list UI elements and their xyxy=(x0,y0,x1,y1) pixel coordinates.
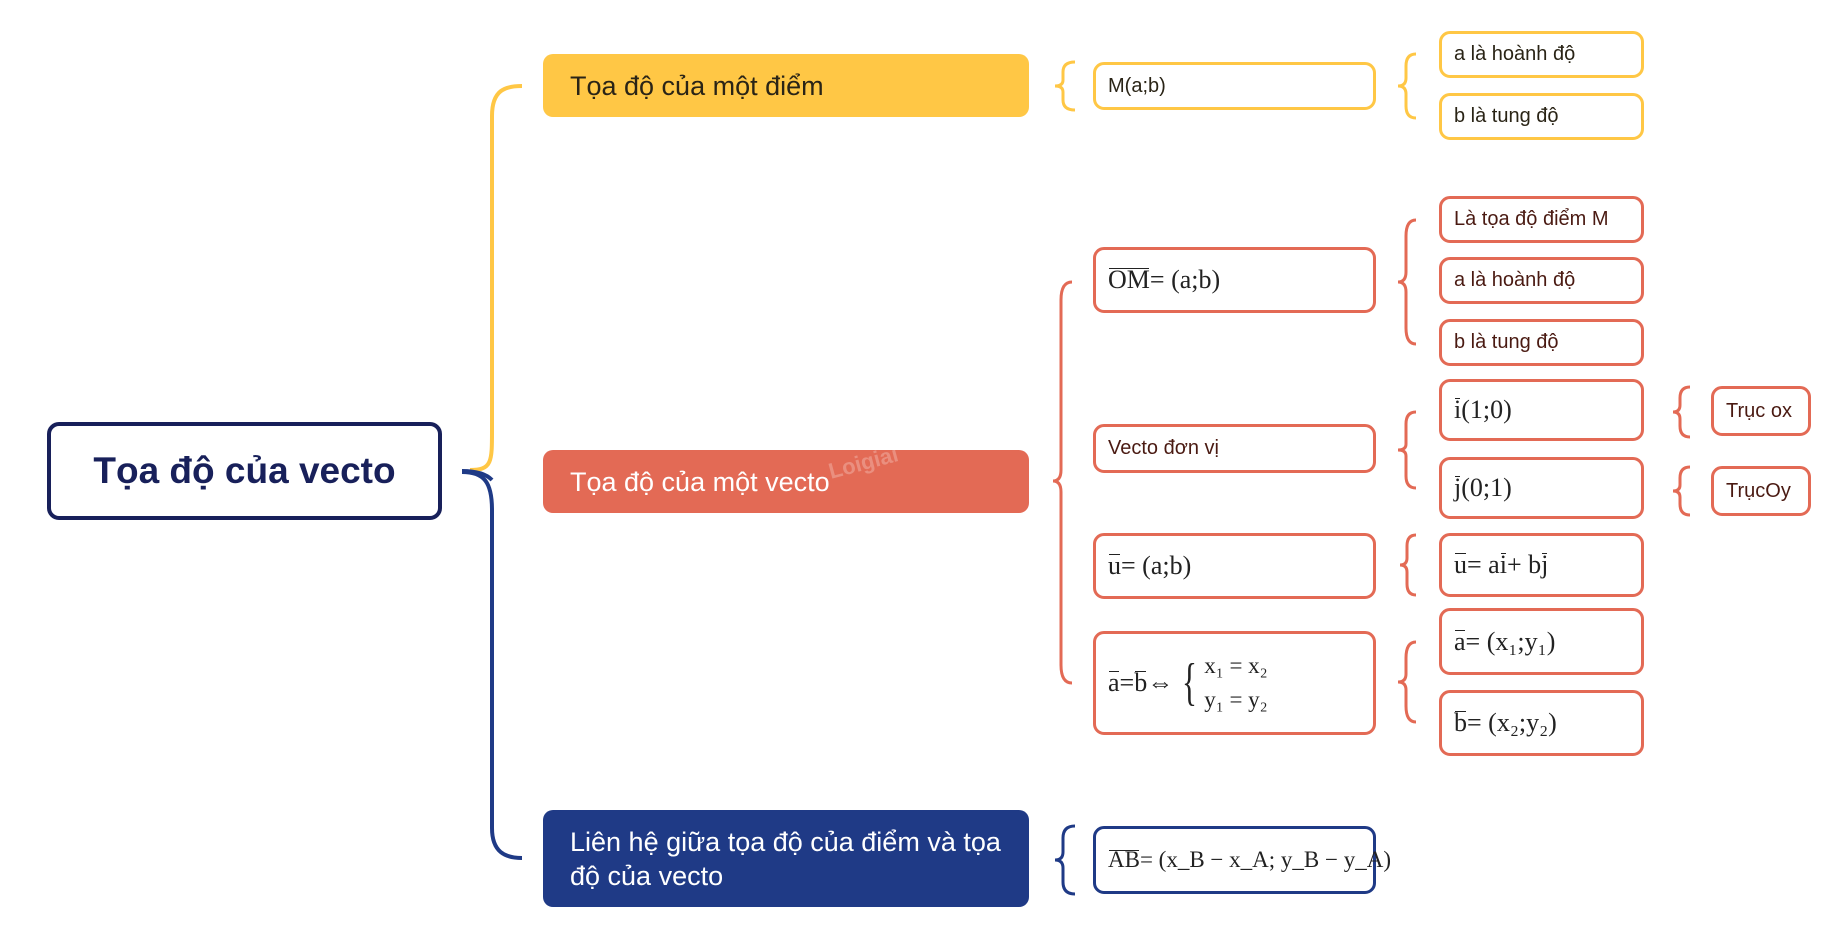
equality-b-symbol: b xyxy=(1134,668,1148,697)
node-u-formula[interactable] xyxy=(1093,533,1376,599)
u-expand-eq: = a xyxy=(1467,550,1500,579)
vector-ab-symbol: AB xyxy=(1108,847,1140,872)
node-om-detail-point[interactable] xyxy=(1439,196,1644,243)
branch-point-label: Tọa độ của một điểm xyxy=(570,70,824,101)
branch-vector-label: Tọa độ của một vecto xyxy=(570,466,830,497)
node-u-expansion[interactable] xyxy=(1439,533,1644,597)
brace-equality xyxy=(1398,642,1416,722)
node-om-detail-ordinate[interactable] xyxy=(1439,319,1644,366)
u-expand-i: i xyxy=(1499,550,1507,579)
equality-iff: ⇔ xyxy=(1147,668,1174,697)
unit-vector-text: Vecto đơn vị xyxy=(1108,437,1219,459)
root-label: Tọa độ của vecto xyxy=(93,450,396,491)
connector-root-to-point xyxy=(470,86,522,470)
equality-row-x: x₁ = x₂ xyxy=(1204,653,1268,678)
brace-j xyxy=(1673,467,1690,515)
node-om-detail-abscissa[interactable] xyxy=(1439,257,1644,304)
node-vector-equality[interactable] xyxy=(1093,631,1376,735)
vector-ab-value: = (x_B − x_A; y_B − y_A) xyxy=(1139,847,1391,872)
vector-u-value: = (a;b) xyxy=(1121,551,1192,580)
brace-point-details xyxy=(1398,54,1416,118)
node-point-abscissa[interactable] xyxy=(1439,31,1644,78)
brace-vector xyxy=(1053,282,1072,683)
node-b-coordinates[interactable] xyxy=(1439,690,1644,756)
equality-row-y: y₁ = y₂ xyxy=(1204,687,1268,712)
branch-point-coordinates[interactable] xyxy=(543,54,1029,117)
branch-vector-coordinates[interactable] xyxy=(543,450,1029,513)
axis-oy-text: TrụcOy xyxy=(1726,479,1791,502)
a-coords-value: = (x₁;y₁) xyxy=(1465,626,1556,656)
om-detail-ordinate-text: b là tung độ xyxy=(1454,331,1559,353)
node-unit-i[interactable] xyxy=(1439,379,1644,441)
node-a-coordinates[interactable] xyxy=(1439,608,1644,675)
root-node[interactable] xyxy=(47,422,442,520)
brace-unit xyxy=(1398,412,1416,488)
node-point-ordinate[interactable] xyxy=(1439,93,1644,140)
b-coords-symbol: b xyxy=(1454,708,1467,737)
node-unit-vector[interactable] xyxy=(1093,424,1376,473)
brace-relation xyxy=(1055,826,1075,894)
branch-relation[interactable] xyxy=(543,810,1029,907)
node-point-formula[interactable] xyxy=(1093,62,1376,110)
om-detail-point-text: Là tọa độ điểm M xyxy=(1454,208,1609,230)
u-expand-j: j xyxy=(1541,550,1549,579)
node-axis-ox[interactable] xyxy=(1711,386,1811,436)
vector-i-value: (1;0) xyxy=(1461,395,1512,424)
equality-a-symbol: a xyxy=(1108,668,1120,697)
brace-u xyxy=(1400,535,1416,595)
connector-root-to-relation xyxy=(462,472,522,858)
vector-u-symbol: u xyxy=(1108,551,1121,580)
node-ab-formula[interactable] xyxy=(1093,826,1391,894)
point-abscissa-text: a là hoành độ xyxy=(1454,43,1576,65)
system-brace: { xyxy=(1182,654,1198,711)
vector-j-symbol: j xyxy=(1454,473,1462,502)
node-axis-oy[interactable] xyxy=(1711,466,1811,516)
equality-system xyxy=(1177,649,1267,717)
point-formula-text: M(a;b) xyxy=(1108,74,1166,97)
watermark: Loigiai xyxy=(825,441,901,484)
point-ordinate-text: b là tung độ xyxy=(1454,105,1559,127)
vector-j-value: (0;1) xyxy=(1461,473,1512,502)
b-coords-value: = (x₂;y₂) xyxy=(1467,708,1557,737)
u-expand-symbol: u xyxy=(1454,550,1467,579)
vector-om-value: = (a;b) xyxy=(1149,265,1221,294)
vector-om-symbol: OM xyxy=(1108,265,1150,294)
brace-point xyxy=(1055,62,1075,110)
brace-i xyxy=(1673,387,1690,437)
u-expand-plus: + b xyxy=(1506,550,1542,579)
brace-om xyxy=(1398,220,1416,344)
vector-i-symbol: i xyxy=(1454,395,1462,424)
node-om-formula[interactable] xyxy=(1093,247,1376,313)
a-coords-symbol: a xyxy=(1454,626,1466,656)
branch-relation-label: Liên hệ giữa tọa độ của điểm và tọa độ của vecto xyxy=(570,826,1001,891)
equality-eq: = xyxy=(1119,668,1135,697)
om-detail-abscissa-text: a là hoành độ xyxy=(1454,269,1576,291)
node-unit-j[interactable] xyxy=(1439,457,1644,519)
axis-ox-text: Trục ox xyxy=(1726,399,1792,422)
